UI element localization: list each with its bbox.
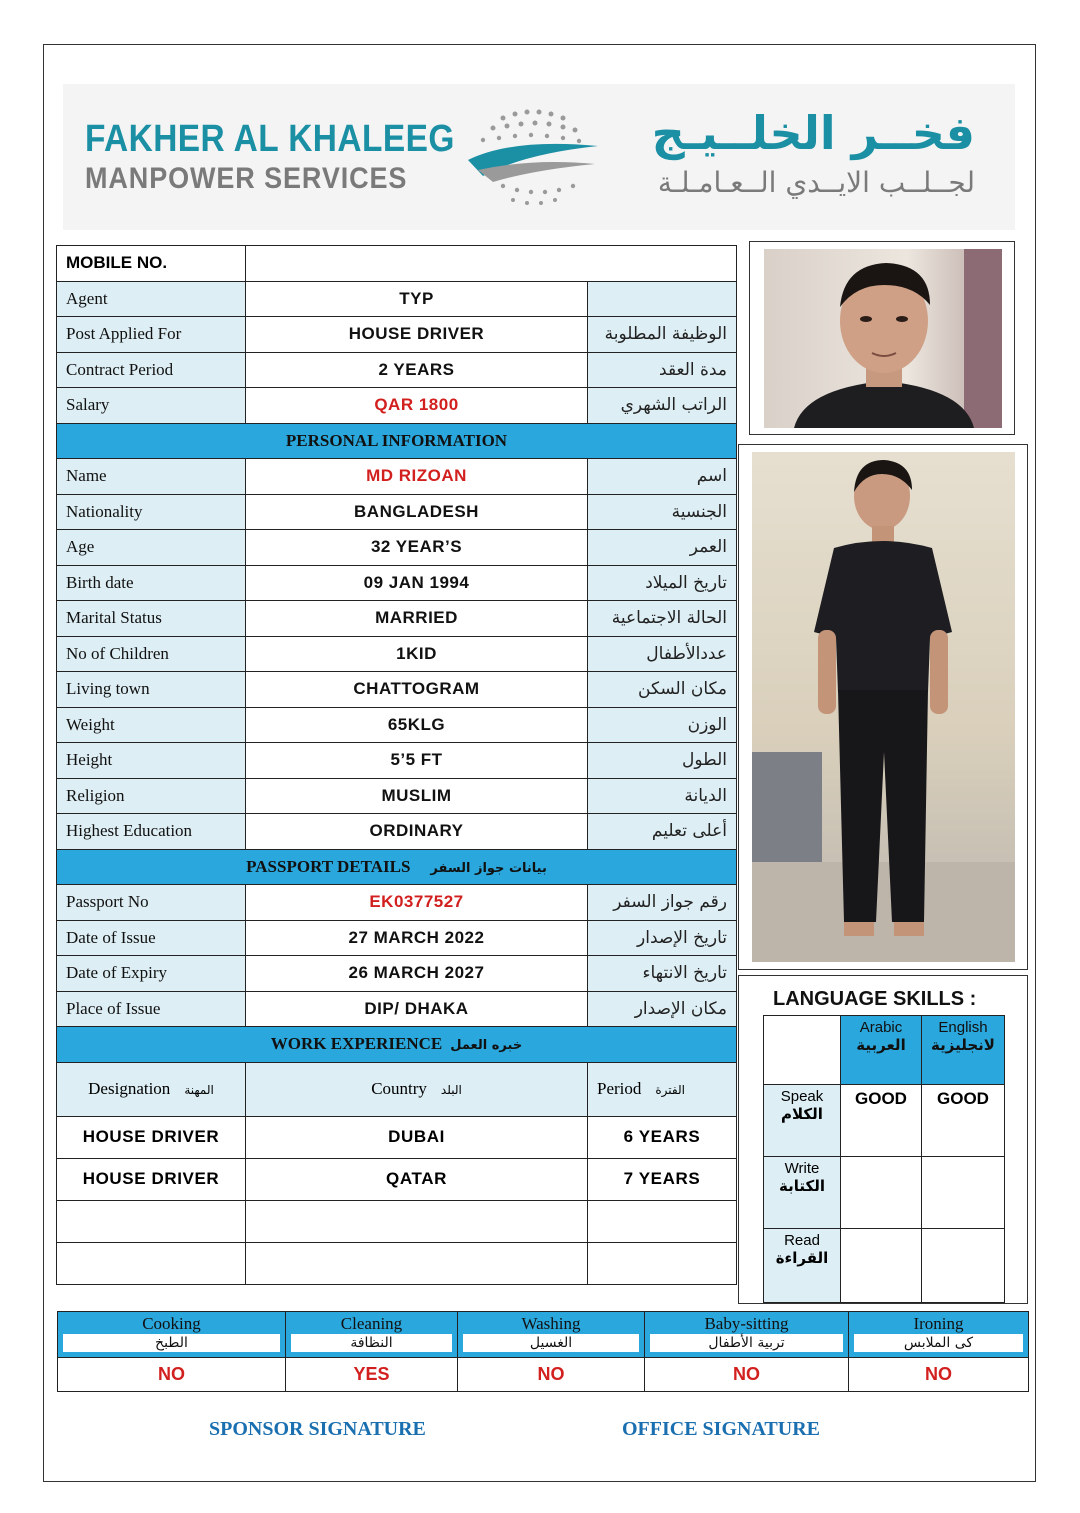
country-col-label: Country [371, 1079, 427, 1098]
work-country [246, 1200, 588, 1242]
full-body-image [752, 452, 1015, 962]
work-row [57, 1116, 737, 1158]
work-country [246, 1242, 588, 1284]
birthdate-label: Birth date [57, 565, 246, 601]
personal-row [57, 743, 737, 779]
write-label [764, 1157, 841, 1229]
nationality-label: Nationality [57, 494, 246, 530]
read-english-value [922, 1229, 1005, 1303]
work-designation [57, 1242, 246, 1284]
washing-label: Washing [521, 1314, 581, 1333]
personal-row [57, 530, 737, 566]
washing-header [458, 1312, 645, 1358]
read-label-en: Read [784, 1232, 820, 1249]
brand-tagline-en: MANPOWER SERVICES [85, 162, 408, 195]
post-row [57, 317, 737, 353]
personal-row [57, 636, 737, 672]
issue-place-label: Place of Issue [57, 991, 246, 1027]
work-row-empty [57, 1200, 737, 1242]
language-row [764, 1157, 1005, 1229]
language-skills-title: LANGUAGE SKILLS : [773, 988, 977, 1010]
language-row [764, 1229, 1005, 1303]
education-value: ORDINARY [246, 814, 588, 850]
expiry-date-value: 26 MARCH 2027 [246, 956, 588, 992]
write-label-ar: الكتابة [779, 1177, 825, 1195]
salary-row [57, 388, 737, 424]
arabic-col-label-ar: العربية [856, 1036, 906, 1054]
name-label-ar: اسم [588, 459, 737, 495]
contract-label: Contract Period [57, 352, 246, 388]
person-full-body-icon [752, 452, 1015, 962]
washing-value: NO [458, 1358, 645, 1392]
skills-header-row [58, 1312, 1029, 1358]
babysitting-header [645, 1312, 849, 1358]
country-col-header [246, 1062, 588, 1116]
weight-label: Weight [57, 707, 246, 743]
ironing-label: Ironing [913, 1314, 964, 1333]
passport-no-label-ar: رقم جواز السفر [588, 885, 737, 921]
personal-row [57, 565, 737, 601]
work-skills-table [57, 1311, 1029, 1392]
designation-col-header [57, 1062, 246, 1116]
birthdate-value: 09 JAN 1994 [246, 565, 588, 601]
company-logo-icon [463, 98, 603, 214]
work-country: QATAR [246, 1158, 588, 1200]
cleaning-label: Cleaning [340, 1314, 403, 1333]
living-town-value: CHATTOGRAM [246, 672, 588, 708]
personal-row [57, 672, 737, 708]
living-town-label: Living town [57, 672, 246, 708]
work-designation: HOUSE DRIVER [57, 1158, 246, 1200]
agent-value: TYP [246, 281, 588, 317]
language-corner-cell [764, 1016, 841, 1085]
cleaning-label-ar: النظافة [291, 1334, 452, 1352]
header-banner [63, 84, 1015, 230]
period-col-label-ar: الفترة [655, 1083, 685, 1097]
office-signature-label: OFFICE SIGNATURE [622, 1418, 820, 1440]
passport-no-value: EK0377527 [246, 885, 588, 921]
passport-row [57, 885, 737, 921]
speak-label-en: Speak [780, 1088, 824, 1105]
portrait-photo [749, 241, 1015, 435]
designation-col-label: Designation [88, 1079, 171, 1098]
weight-label-ar: الوزن [588, 707, 737, 743]
full-body-photo [738, 444, 1028, 970]
work-header [57, 1027, 737, 1063]
speak-english-value: GOOD [922, 1085, 1005, 1157]
ironing-label-ar: کی الملابس [854, 1334, 1023, 1352]
sponsor-signature-label: SPONSOR SIGNATURE [209, 1418, 426, 1440]
post-label: Post Applied For [57, 317, 246, 353]
height-label: Height [57, 743, 246, 779]
passport-header-ar: بيانات جواز السفر [430, 860, 547, 876]
height-value: 5’5 FT [246, 743, 588, 779]
washing-label-ar: الغسيل [463, 1334, 639, 1352]
mobile-row [57, 246, 737, 282]
country-col-label-ar: البلد [440, 1083, 462, 1097]
expiry-date-label-ar: تاريخ الانتهاء [588, 956, 737, 992]
education-label: Highest Education [57, 814, 246, 850]
speak-arabic-value: GOOD [841, 1085, 922, 1157]
personal-row [57, 601, 737, 637]
arabic-col-header [841, 1016, 922, 1085]
children-label-ar: عددالأطفال [588, 636, 737, 672]
cleaning-value: YES [286, 1358, 458, 1392]
nationality-label-ar: الجنسية [588, 494, 737, 530]
salary-value: QAR 1800 [246, 388, 588, 424]
write-arabic-value [841, 1157, 922, 1229]
salary-label-ar: الراتب الشهري [588, 388, 737, 424]
work-designation: HOUSE DRIVER [57, 1116, 246, 1158]
brand-name-en: FAKHER AL KHALEEG [85, 118, 455, 160]
brand-tagline-ar: لجــلــب الايــدي الــعـامـلـة [657, 166, 975, 199]
language-skills-table [763, 1015, 1005, 1303]
personal-row [57, 494, 737, 530]
speak-label-ar: الكلام [781, 1105, 823, 1123]
work-period [588, 1242, 737, 1284]
children-label: No of Children [57, 636, 246, 672]
religion-label-ar: الديانة [588, 778, 737, 814]
ironing-header [849, 1312, 1029, 1358]
babysitting-label: Baby-sitting [704, 1314, 789, 1333]
personal-row [57, 707, 737, 743]
work-row [57, 1158, 737, 1200]
work-country: DUBAI [246, 1116, 588, 1158]
ironing-value: NO [849, 1358, 1029, 1392]
person-portrait-icon [764, 249, 1002, 428]
expiry-date-label: Date of Expiry [57, 956, 246, 992]
cooking-value: NO [58, 1358, 286, 1392]
babysitting-label-ar: تربية الأطفال [650, 1334, 843, 1352]
weight-value: 65KLG [246, 707, 588, 743]
write-english-value [922, 1157, 1005, 1229]
salary-label: Salary [57, 388, 246, 424]
designation-col-label-ar: المهنة [184, 1083, 214, 1097]
brand-name-ar: فخــر الخلــيـج [651, 106, 975, 160]
english-col-label: English [938, 1019, 988, 1036]
name-label: Name [57, 459, 246, 495]
marital-label: Marital Status [57, 601, 246, 637]
post-value: HOUSE DRIVER [246, 317, 588, 353]
age-value: 32 YEAR’S [246, 530, 588, 566]
english-col-header [922, 1016, 1005, 1085]
personal-row [57, 459, 737, 495]
passport-header-en: PASSPORT DETAILS [246, 856, 411, 876]
contract-row [57, 352, 737, 388]
mobile-label: MOBILE NO. [57, 246, 246, 282]
religion-label: Religion [57, 778, 246, 814]
height-label-ar: الطول [588, 743, 737, 779]
passport-row [57, 991, 737, 1027]
work-designation [57, 1200, 246, 1242]
living-town-label-ar: مكان السكن [588, 672, 737, 708]
applicant-info-table [56, 245, 737, 1285]
marital-label-ar: الحالة الاجتماعية [588, 601, 737, 637]
work-columns-row [57, 1062, 737, 1116]
name-value: MD RIZOAN [246, 459, 588, 495]
work-period [588, 1200, 737, 1242]
passport-section-header [57, 849, 737, 885]
children-value: 1KID [246, 636, 588, 672]
contract-label-ar: مدة العقد [588, 352, 737, 388]
agent-row [57, 281, 737, 317]
work-section-header [57, 1027, 737, 1063]
portrait-image [764, 249, 1002, 428]
issue-place-label-ar: مكان الإصدار [588, 991, 737, 1027]
cleaning-header [286, 1312, 458, 1358]
read-label-ar: القراءة [775, 1249, 829, 1267]
agent-label: Agent [57, 281, 246, 317]
personal-header: PERSONAL INFORMATION [57, 423, 737, 459]
write-label-en: Write [784, 1160, 820, 1177]
cooking-label: Cooking [142, 1314, 201, 1333]
babysitting-value: NO [645, 1358, 849, 1392]
agent-ar [588, 281, 737, 317]
english-col-label-ar: لانجليزية [931, 1036, 995, 1054]
read-label [764, 1229, 841, 1303]
period-col-label: Period [597, 1079, 642, 1098]
mobile-value [246, 246, 737, 282]
skills-value-row [58, 1358, 1029, 1392]
language-row [764, 1085, 1005, 1157]
arabic-col-label: Arabic [859, 1019, 903, 1036]
passport-header [57, 849, 737, 885]
cooking-label-ar: الطبخ [63, 1334, 280, 1352]
language-skills-panel [738, 975, 1028, 1304]
issue-place-value: DIP/ DHAKA [246, 991, 588, 1027]
personal-row [57, 814, 737, 850]
post-label-ar: الوظيفة المطلوبة [588, 317, 737, 353]
education-label-ar: أعلى تعليم [588, 814, 737, 850]
speak-label [764, 1085, 841, 1157]
contract-value: 2 YEARS [246, 352, 588, 388]
age-label-ar: العمر [588, 530, 737, 566]
read-arabic-value [841, 1229, 922, 1303]
issue-date-label: Date of Issue [57, 920, 246, 956]
passport-row [57, 920, 737, 956]
work-row-empty [57, 1242, 737, 1284]
nationality-value: BANGLADESH [246, 494, 588, 530]
personal-row [57, 778, 737, 814]
passport-row [57, 956, 737, 992]
religion-value: MUSLIM [246, 778, 588, 814]
passport-no-label: Passport No [57, 885, 246, 921]
issue-date-label-ar: تاريخ الإصدار [588, 920, 737, 956]
work-header-en: WORK EXPERIENCE [270, 1034, 443, 1054]
issue-date-value: 27 MARCH 2022 [246, 920, 588, 956]
age-label: Age [57, 530, 246, 566]
personal-section-header [57, 423, 737, 459]
period-col-header [588, 1062, 737, 1116]
marital-value: MARRIED [246, 601, 588, 637]
work-header-ar: خبره العمل [450, 1038, 523, 1054]
work-period: 6 YEARS [588, 1116, 737, 1158]
cooking-header [58, 1312, 286, 1358]
work-period: 7 YEARS [588, 1158, 737, 1200]
birthdate-label-ar: تاريخ الميلاد [588, 565, 737, 601]
language-header-row [764, 1016, 1005, 1085]
